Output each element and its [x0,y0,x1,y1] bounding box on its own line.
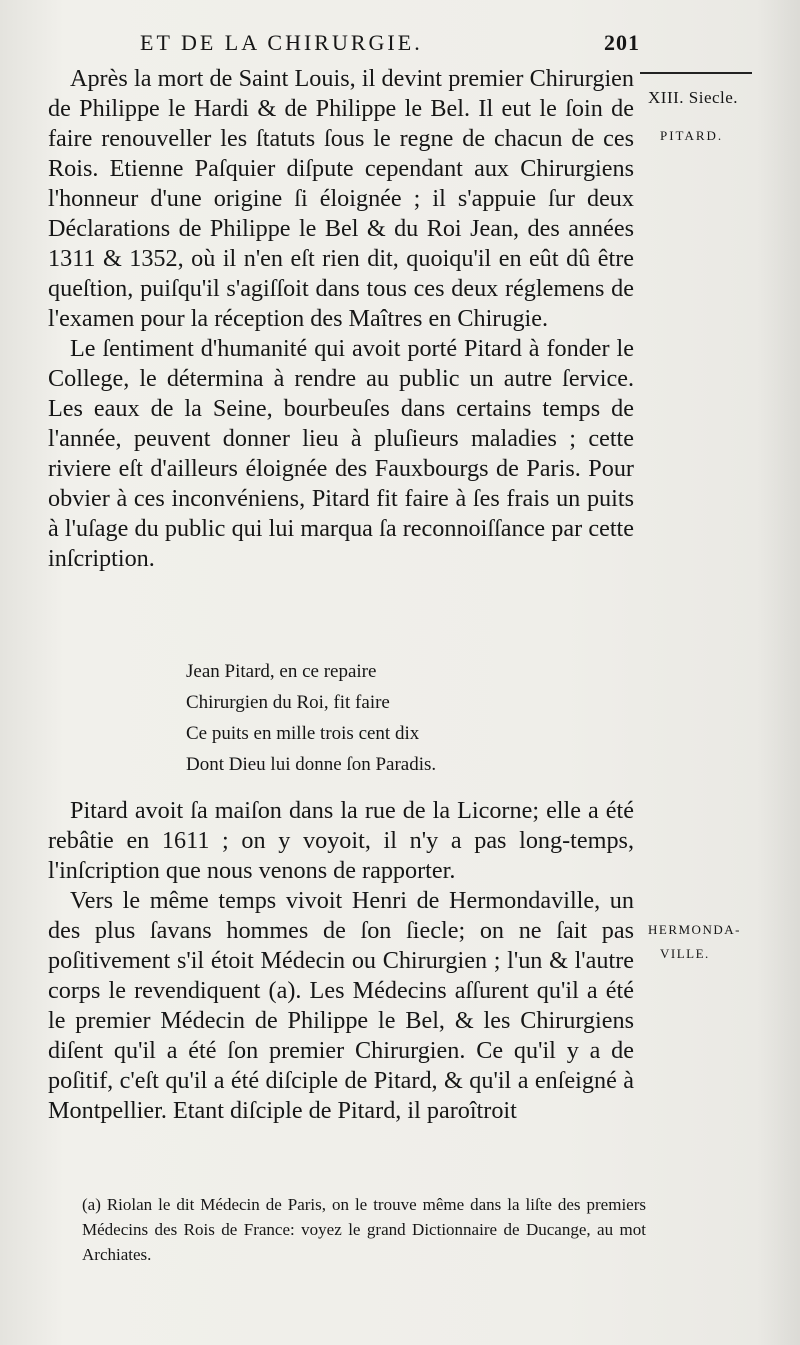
verse-line: Ce puits en mille trois cent dix [186,723,420,744]
paragraph: Après la mort de Saint Louis, il devint premier Chirurgien de Philippe le Hardi & de Philippe le Bel. Il eut le ſoin de faire renouveller les ſtatuts ſous le regne de chacun de ces Rois. Etienne Paſquier diſpute cependant aux Chirurgiens l'honneur d'une origine ſi éloignée ; il s'appuie ſur deux Déclarations de Philippe le Bel & du Roi Jean, des années 1311 & 1352, où il n'en eſt rien dit, quoiqu'il en eût dû être queſtion, puiſqu'il s'agiſſoit dans tous ces deux réglemens de l'examen pour la réception des Maîtres en Chirugie. [48,65,634,332]
margin-note-hermondaville-1: HERMONDA- [648,922,741,937]
page-edge-shadow [756,0,800,1345]
paragraph: Pitard avoit ſa maiſon dans la rue de la Licorne; elle a été rebâtie en 1611 ; on y voyoit, il n'y a pas long-temps, l'inſcription que nous venons de rapporter. [48,797,634,884]
page-number: 201 [604,30,640,55]
paragraph: Vers le même temps vivoit Henri de Hermondaville, un des plus ſavans hommes de ſon ſiecle; on ne ſait pas poſitivement s'il étoit Médecin ou Chirurgien ; l'un & l'autre corps le revendiquent (a). Les Médecins aſſurent qu'il a été le premier Médecin de Philippe le Bel, & les Chirurgiens diſent qu'il a été ſon premier Chirurgien. Ce qu'il y a de poſitif, c'eſt qu'il a été diſciple de Pitard, & qu'il a enſeigné à Montpellier. Etant diſciple de Pitard, il paroîtroit [48,887,634,1124]
inscription-verse [186,656,606,780]
verse-line: Dont Dieu lui donne ſon Paradis. [186,754,437,775]
verse-line: Jean Pitard, en ce repaire [186,661,377,682]
main-text-top [48,64,634,574]
footnote [50,1192,646,1267]
running-title: ET DE LA CHIRURGIE. [140,30,423,55]
footnote-text: (a) Riolan le dit Médecin de Paris, on le trouve même dans la liſte des premiers Médecins des Rois de France: voyez le grand Dictionnaire de Ducange, au mot Archiates. [82,1195,646,1264]
paragraph: Le ſentiment d'humanité qui avoit porté Pitard à fonder le College, le détermina à rendre au public un autre ſervice. Les eaux de la Seine, bourbeuſes dans certains temps de l'année, peuvent donner lieu à pluſieurs maladies ; cette riviere eſt d'ailleurs éloignée des Fauxbourgs de Paris. Pour obvier à ces inconvéniens, Pitard fit faire à ſes frais un puits à l'uſage du public qui lui marqua ſa reconnoiſſance par cette inſcription. [48,335,634,572]
main-text-bottom [48,796,634,1126]
verse-line: Chirurgien du Roi, fit faire [186,692,390,713]
margin-rule [640,72,752,74]
margin-note-century: XIII. Siecle. [648,88,739,107]
margin-note-hermondaville-2: VILLE. [660,946,710,961]
margin-note-pitard: PITARD. [660,128,724,143]
